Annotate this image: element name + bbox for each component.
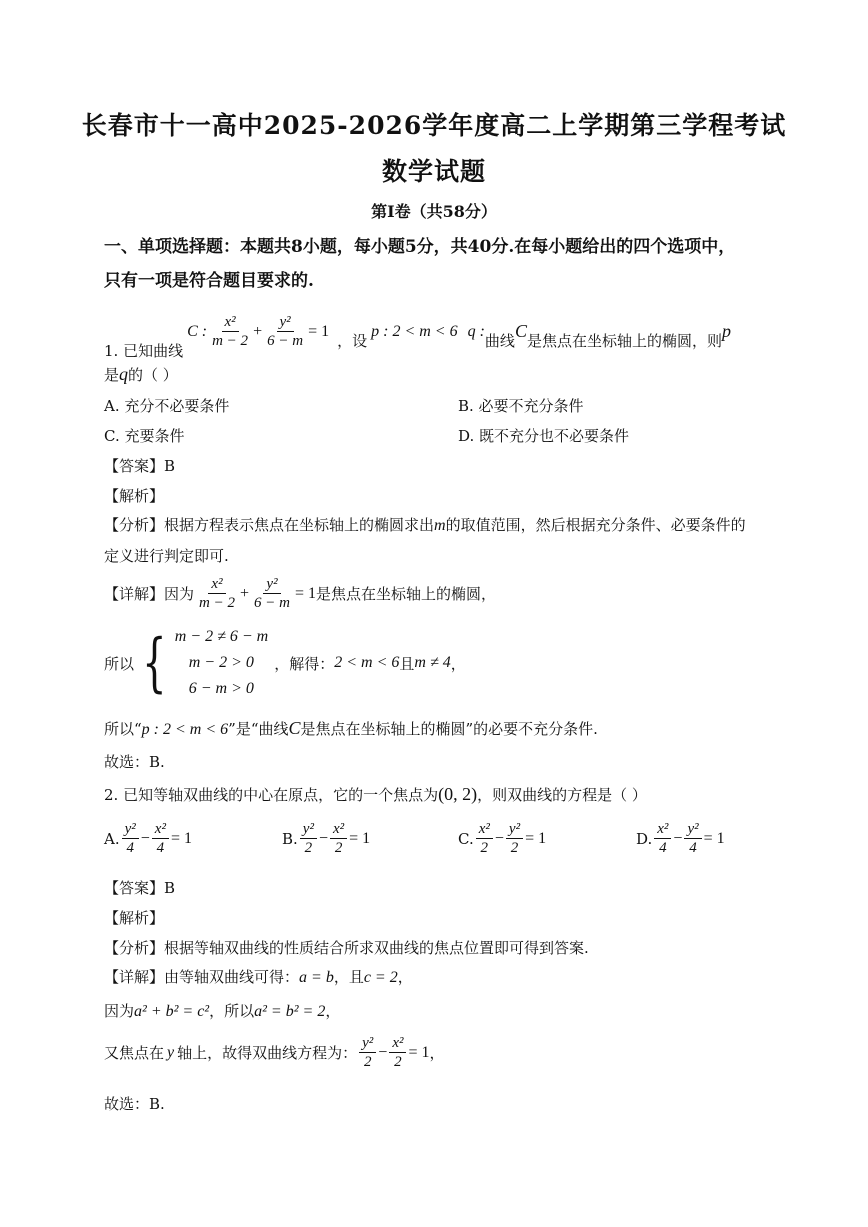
q2-line3-minus: − bbox=[378, 1043, 388, 1061]
q1-curve-label: C : bbox=[187, 322, 208, 340]
q1-solve-b: 2 < m < 6 bbox=[334, 654, 400, 671]
q2-option-a[interactable] bbox=[104, 820, 192, 857]
q2-a-d2: 4 bbox=[156, 840, 165, 856]
q1-frac1 bbox=[209, 313, 251, 350]
page-title: 长春市十一高中2025-2026学年度高二上学期第三学程考试 bbox=[81, 111, 787, 140]
q1-sys-lines bbox=[175, 624, 268, 702]
q2-b-d2: 2 bbox=[334, 840, 343, 856]
q1-set-text: ，设 bbox=[337, 332, 368, 350]
q1-line2-b: 的（ ） bbox=[128, 366, 178, 384]
page-subtitle: 数学试题 bbox=[381, 157, 486, 186]
q1-fenxi-line2: 定义进行判定即可. bbox=[104, 547, 229, 565]
q1-concl-a: 所以“ bbox=[104, 720, 142, 738]
q2-b-minus: − bbox=[318, 829, 328, 847]
q1-fenxi-a: 【分析】根据方程表示焦点在坐标轴上的椭圆求出 bbox=[104, 516, 435, 534]
q2-detail-line3 bbox=[104, 1034, 445, 1071]
q2-a-n1: y² bbox=[122, 820, 139, 839]
q1-p-condition: p : 2 < m < 6 bbox=[371, 322, 458, 340]
q1-frac1-num: x² bbox=[222, 313, 239, 332]
q1-concl-d: C bbox=[288, 718, 301, 738]
q1-detail-line: 【详解】因为 $\frac{\text{x²}}{m - 2}$ + $\frac{\text{y²}}{6 - m}$ = 1 是焦点在坐标轴上的椭圆， bbox=[104, 576, 497, 611]
q1-concl-c: ”是“曲线 bbox=[228, 720, 289, 738]
q2-b-d1: 2 bbox=[304, 840, 313, 856]
q1-stem-line2 bbox=[104, 364, 178, 385]
q1-option-c[interactable]: C. 充要条件 bbox=[104, 427, 185, 445]
q2-option-c[interactable] bbox=[458, 820, 546, 857]
q1-solve-c: 且 bbox=[399, 654, 415, 673]
q2-detail-b: a = b bbox=[299, 969, 334, 986]
q2-stem bbox=[104, 784, 647, 805]
q2-detail-line2 bbox=[104, 1000, 340, 1021]
q2-line3-b: y bbox=[167, 1043, 175, 1061]
q2-a-d1: 4 bbox=[126, 840, 134, 856]
q2-c-n2: y² bbox=[506, 820, 523, 839]
q2-line3-c: 轴上，故得双曲线方程为： bbox=[177, 1044, 358, 1062]
q2-d-n2: y² bbox=[684, 820, 701, 839]
q2-line3-d2: 2 bbox=[394, 1054, 402, 1070]
q2-line3-a: 又焦点在 bbox=[104, 1044, 165, 1062]
q1-frac2 bbox=[264, 313, 306, 350]
q2-line3-n1: y² bbox=[359, 1034, 376, 1053]
q1-frac2-num: y² bbox=[277, 313, 294, 332]
q1-detail-frac1 bbox=[196, 575, 238, 612]
left-brace-icon: { bbox=[142, 626, 167, 700]
q2-d-minus: − bbox=[673, 829, 683, 847]
q2-c-d1: 2 bbox=[480, 840, 489, 856]
q1-system bbox=[104, 624, 466, 702]
q2-line3-end: ， bbox=[429, 1044, 445, 1062]
q1-option-b[interactable]: B. 必要不充分条件 bbox=[458, 397, 584, 415]
q1-concl-b: p : 2 < m < 6 bbox=[141, 721, 229, 738]
q2-d-n1: x² bbox=[654, 820, 671, 839]
q2-detail-c: ，且 bbox=[333, 968, 364, 986]
q2-line3-n2: x² bbox=[389, 1034, 406, 1053]
q2-focus: (0, 2) bbox=[438, 784, 478, 804]
q2-choose: 故选：B. bbox=[104, 1095, 165, 1113]
q2-answer: 【答案】B bbox=[104, 879, 176, 897]
q2-option-b-label: B. bbox=[282, 829, 298, 848]
q2-detail-d: c = 2 bbox=[363, 969, 398, 986]
q2-a-minus: − bbox=[140, 829, 150, 847]
q1-fenxi-line1 bbox=[104, 514, 746, 535]
q1-detail-eq: = 1 bbox=[294, 584, 317, 602]
q1-detail-frac2 bbox=[251, 575, 293, 612]
q2-c-eq: = 1 bbox=[525, 829, 547, 847]
section-heading-line1: 一、单项选择题：本题共8小题，每小题5分，共40分.在每小题给出的四个选项中， bbox=[104, 237, 736, 257]
q1-option-a[interactable]: A. 充分不必要条件 bbox=[104, 397, 230, 415]
q1-p-var: p bbox=[721, 321, 731, 341]
q2-d-d1: 4 bbox=[659, 840, 667, 856]
q1-solve-d: m ≠ 4 bbox=[414, 654, 451, 671]
q2-c-n1: x² bbox=[476, 820, 493, 839]
q1-detail-frac1-num: x² bbox=[208, 575, 225, 594]
q1-conclusion bbox=[104, 718, 598, 739]
q2-line3-d1: 2 bbox=[363, 1054, 372, 1070]
q1-detail-a: 【详解】因为 bbox=[104, 585, 195, 603]
q1-sys-line2: m − 2 > 0 bbox=[188, 654, 254, 671]
q1-frac2-den: 6 − m bbox=[267, 333, 304, 349]
q1-sys-line3: 6 − m > 0 bbox=[188, 680, 254, 697]
q1-solve-a: ，解得： bbox=[274, 654, 335, 673]
q1-detail-frac1-den: m − 2 bbox=[199, 595, 235, 611]
q1-option-d[interactable]: D. 既不充分也不必要条件 bbox=[458, 427, 630, 445]
q1-stem: 1. 已知曲线 C : $\frac{\text{x²}}{m - 2}$ + $\frac{\text{y²}}{6 - m}$ = 1 ，设 p : 2 < m < 6 q : 曲线 C 是焦点在坐标轴上的椭圆，则 p bbox=[104, 314, 731, 360]
q1-q-text2: 是焦点在坐标轴上的椭圆，则 bbox=[526, 332, 722, 350]
q2-line2-d: a² = b² = 2 bbox=[254, 1003, 326, 1020]
q1-detail-b: 是焦点在坐标轴上的椭圆， bbox=[316, 585, 497, 603]
q1-line2-q: q bbox=[119, 364, 129, 384]
q2-c-minus: − bbox=[494, 829, 504, 847]
q1-frac1-den: m − 2 bbox=[212, 333, 249, 349]
q1-solve-e: ， bbox=[450, 654, 466, 673]
section-heading-line2: 只有一项是符合题目要求的. bbox=[104, 271, 314, 291]
part-heading: 第I卷（共58分） bbox=[371, 202, 497, 221]
q1-eq-rhs: = 1 bbox=[308, 322, 330, 340]
q2-b-n2: x² bbox=[330, 820, 347, 839]
q1-analysis-label: 【解析】 bbox=[104, 487, 165, 505]
q1-line2-a: 是 bbox=[104, 366, 120, 384]
q2-detail-line1 bbox=[104, 966, 413, 987]
q1-detail-frac2-den: 6 − m bbox=[254, 595, 290, 611]
q2-stem-a: 2. 已知等轴双曲线的中心在原点，它的一个焦点为 bbox=[104, 786, 439, 804]
q1-q-var: C bbox=[514, 321, 527, 341]
q2-option-d[interactable] bbox=[636, 820, 725, 857]
q2-c-d2: 2 bbox=[510, 840, 519, 856]
q2-line2-b: a² + b² = c² bbox=[134, 1003, 210, 1020]
q1-sys-line1: m − 2 ≠ 6 − m bbox=[174, 628, 269, 645]
q1-q-label: q : bbox=[467, 322, 485, 340]
q1-fenxi-var: m bbox=[434, 517, 446, 534]
q2-stem-b: ，则双曲线的方程是（ ） bbox=[477, 786, 647, 804]
q2-b-eq: = 1 bbox=[349, 829, 371, 847]
q2-b-n1: y² bbox=[300, 820, 317, 839]
q2-option-a-label: A. bbox=[104, 829, 120, 848]
q2-d-eq: = 1 bbox=[703, 829, 725, 847]
q1-concl-e: 是焦点在坐标轴上的椭圆”的必要不充分条件. bbox=[300, 720, 598, 738]
q1-detail-frac2-num: y² bbox=[263, 575, 280, 594]
q2-line2-c: ，所以 bbox=[209, 1002, 255, 1020]
q1-fenxi-b: 的取值范围，然后根据充分条件、必要条件的 bbox=[445, 516, 746, 534]
q1-choose: 故选：B. bbox=[104, 753, 165, 771]
q2-line2-a: 因为 bbox=[104, 1002, 135, 1020]
q2-option-c-label: C. bbox=[458, 829, 474, 848]
q2-a-eq: = 1 bbox=[170, 829, 192, 847]
q2-option-d-label: D. bbox=[636, 829, 653, 848]
q2-fenxi: 【分析】根据等轴双曲线的性质结合所求双曲线的焦点位置即可得到答案. bbox=[104, 939, 589, 957]
q1-sys-label: 所以 bbox=[104, 654, 135, 673]
q1-prefix: 1. 已知曲线 bbox=[104, 342, 184, 360]
q2-detail-a: 【详解】由等轴双曲线可得： bbox=[104, 968, 300, 986]
q2-d-d2: 4 bbox=[689, 840, 697, 856]
q1-q-text: 曲线 bbox=[484, 332, 515, 350]
q2-line2-e: ， bbox=[325, 1002, 341, 1020]
q2-a-n2: x² bbox=[152, 820, 169, 839]
q2-detail-e: ， bbox=[397, 968, 413, 986]
q1-answer: 【答案】B bbox=[104, 457, 176, 475]
q2-analysis-label: 【解析】 bbox=[104, 909, 165, 927]
q2-line3-eq: = 1 bbox=[408, 1043, 430, 1061]
q2-option-b[interactable] bbox=[282, 820, 370, 857]
